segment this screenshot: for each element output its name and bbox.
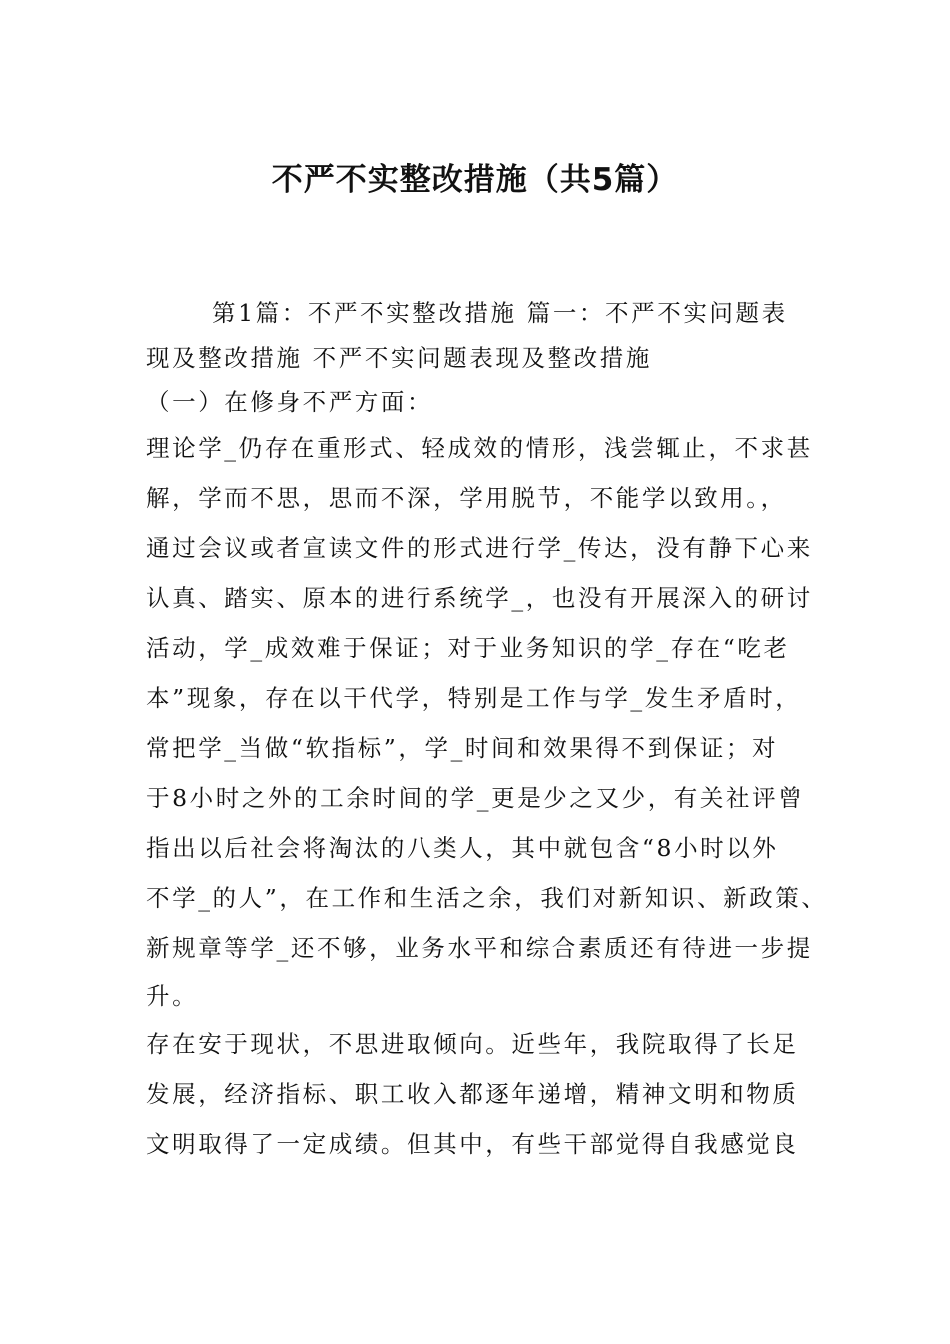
text-line: 认真、踏实、原本的进行系统学_，也没有开展深入的研讨	[146, 584, 813, 612]
text-line: 发展，经济指标、职工收入都逐年递增，精神文明和物质	[146, 1080, 799, 1108]
text-line: 第1篇：不严不实整改措施 篇一：不严不实问题表	[212, 299, 788, 327]
text-line: 理论学_仍存在重形式、轻成效的情形，浅尝辄止，不求甚	[146, 434, 813, 462]
text-line: 不学_的人”，在工作和生活之余，我们对新知识、新政策、	[146, 884, 828, 912]
text-line: 新规章等学_还不够，业务水平和综合素质还有待进一步提	[146, 934, 813, 962]
text-line: 活动，学_成效难于保证；对于业务知识的学_存在“吃老	[146, 634, 790, 662]
text-line: 现及整改措施 不严不实问题表现及整改措施	[146, 344, 652, 372]
text-line: 存在安于现状，不思进取倾向。近些年，我院取得了长足	[146, 1030, 799, 1058]
section-heading: （一）在修身不严方面：	[146, 388, 434, 416]
text-line: 升。	[146, 982, 199, 1010]
text-line: 本”现象，存在以干代学，特别是工作与学_发生矛盾时，	[146, 684, 802, 712]
text-line: 常把学_当做“软指标”，学_时间和效果得不到保证；对	[146, 734, 779, 762]
text-line: 通过会议或者宣读文件的形式进行学_传达，没有静下心来	[146, 534, 813, 562]
document-body	[146, 290, 828, 1169]
document-title: 不严不实整改措施（共5篇）	[271, 162, 679, 198]
text-line: 指出以后社会将淘汰的八类人，其中就包含“8小时以外	[146, 834, 779, 862]
text-line: 于8小时之外的工余时间的学_更是少之又少，有关社评曾	[146, 784, 805, 812]
text-line: 文明取得了一定成绩。但其中，有些干部觉得自我感觉良	[146, 1130, 799, 1158]
text-line: 解，学而不思，思而不深，学用脱节，不能学以致用。，	[146, 484, 787, 512]
